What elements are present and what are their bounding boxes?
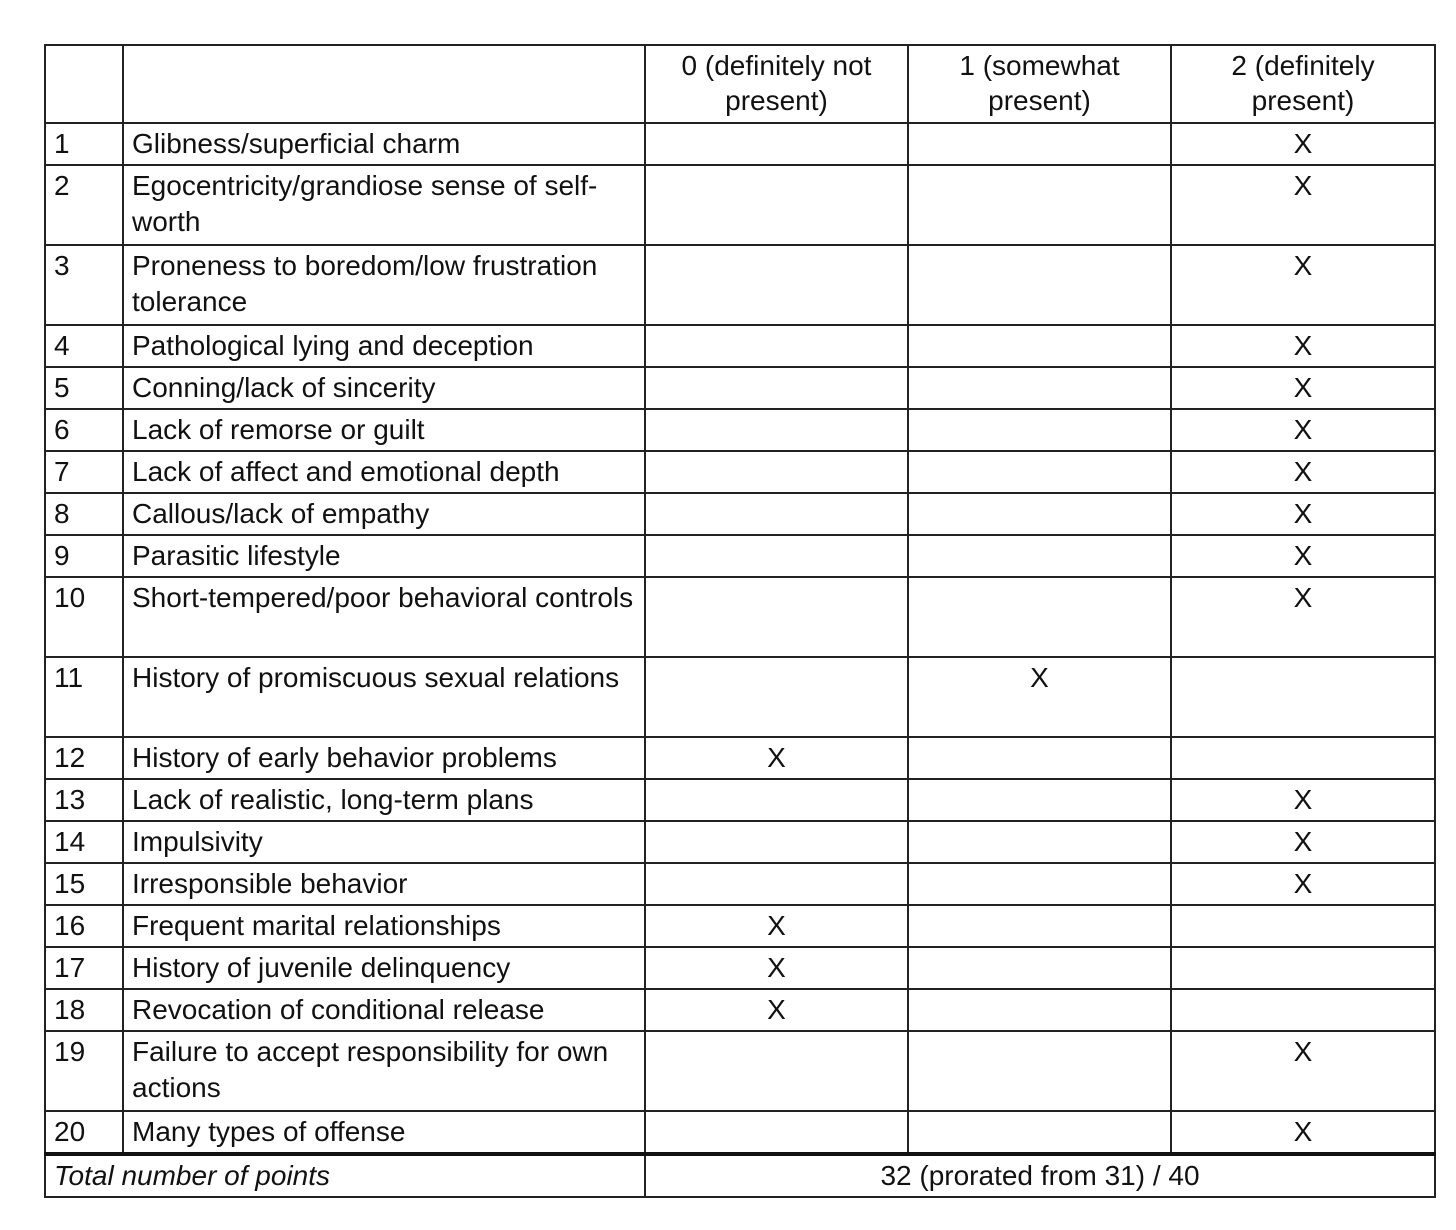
score-mark: X [1293, 372, 1313, 403]
item-label: History of promiscuous sexual relations [123, 657, 645, 737]
score-mark: X [1293, 1036, 1313, 1067]
item-number: 3 [45, 245, 123, 325]
score-cell-0 [645, 245, 908, 325]
score-cell-1 [908, 577, 1171, 657]
score-cell-0 [645, 947, 908, 989]
item-number: 2 [45, 165, 123, 245]
item-label: Parasitic lifestyle [123, 535, 645, 577]
score-cell-1 [908, 989, 1171, 1031]
score-cell-0 [645, 451, 908, 493]
item-number: 20 [45, 1111, 123, 1154]
score-cell-2 [1171, 367, 1435, 409]
item-number: 16 [45, 905, 123, 947]
score-cell-2 [1171, 577, 1435, 657]
item-number: 10 [45, 577, 123, 657]
score-mark: X [767, 994, 786, 1025]
item-label: Revocation of conditional release [123, 989, 645, 1031]
score-cell-0 [645, 737, 908, 779]
score-cell-2 [1171, 947, 1435, 989]
score-cell-2 [1171, 863, 1435, 905]
score-cell-1 [908, 657, 1171, 737]
score-cell-0 [645, 123, 908, 165]
item-number: 1 [45, 123, 123, 165]
score-mark: X [1293, 330, 1313, 361]
table-row [45, 451, 1435, 493]
item-number: 18 [45, 989, 123, 1031]
table-row [45, 123, 1435, 165]
table-row [45, 367, 1435, 409]
score-cell-0 [645, 409, 908, 451]
table-row [45, 493, 1435, 535]
score-cell-0 [645, 577, 908, 657]
table-row [45, 863, 1435, 905]
table-row [45, 989, 1435, 1031]
score-cell-2 [1171, 493, 1435, 535]
item-label: Failure to accept responsibility for own actions [123, 1031, 645, 1111]
score-mark: X [767, 952, 786, 983]
item-label: Lack of remorse or guilt [123, 409, 645, 451]
item-number: 14 [45, 821, 123, 863]
table-row [45, 1031, 1435, 1111]
score-cell-2 [1171, 245, 1435, 325]
table-row [45, 905, 1435, 947]
score-cell-2 [1171, 1031, 1435, 1111]
header-item [123, 45, 645, 123]
table-row [45, 325, 1435, 367]
item-number: 6 [45, 409, 123, 451]
score-cell-2 [1171, 1111, 1435, 1154]
score-cell-0 [645, 535, 908, 577]
score-cell-0 [645, 989, 908, 1031]
score-mark: X [1293, 414, 1313, 445]
score-mark: X [1293, 250, 1313, 281]
item-number: 8 [45, 493, 123, 535]
item-label: Pathological lying and deception [123, 325, 645, 367]
score-cell-1 [908, 863, 1171, 905]
item-number: 5 [45, 367, 123, 409]
score-cell-2 [1171, 535, 1435, 577]
score-cell-0 [645, 367, 908, 409]
score-cell-0 [645, 905, 908, 947]
score-cell-1 [908, 367, 1171, 409]
score-cell-1 [908, 779, 1171, 821]
psychopathy-checklist-table [44, 44, 1436, 1198]
table-row [45, 821, 1435, 863]
score-cell-0 [645, 1111, 908, 1154]
header-num [45, 45, 123, 123]
score-cell-1 [908, 451, 1171, 493]
item-label: Proneness to boredom/low frustration tolerance [123, 245, 645, 325]
score-cell-1 [908, 737, 1171, 779]
score-mark: X [1293, 170, 1313, 201]
score-cell-2 [1171, 737, 1435, 779]
item-label: Conning/lack of sincerity [123, 367, 645, 409]
table-row [45, 165, 1435, 245]
header-row [45, 45, 1435, 123]
table-row [45, 245, 1435, 325]
score-mark: X [1293, 826, 1313, 857]
score-mark: X [1030, 662, 1049, 693]
score-cell-2 [1171, 905, 1435, 947]
item-label: Egocentricity/grandiose sense of self-worth [123, 165, 645, 245]
item-label: Short-tempered/poor behavioral controls [123, 577, 645, 657]
score-cell-2 [1171, 165, 1435, 245]
score-cell-1 [908, 493, 1171, 535]
score-cell-2 [1171, 123, 1435, 165]
score-cell-2 [1171, 657, 1435, 737]
item-label: Many types of offense [123, 1111, 645, 1154]
item-label: Callous/lack of empathy [123, 493, 645, 535]
score-cell-0 [645, 165, 908, 245]
score-cell-1 [908, 1031, 1171, 1111]
score-cell-2 [1171, 821, 1435, 863]
table-row [45, 657, 1435, 737]
item-label: History of early behavior problems [123, 737, 645, 779]
score-mark: X [1293, 540, 1313, 571]
score-mark: X [1293, 1116, 1313, 1147]
score-cell-1 [908, 947, 1171, 989]
score-cell-1 [908, 325, 1171, 367]
score-cell-2 [1171, 989, 1435, 1031]
total-value: 32 (prorated from 31) / 40 [645, 1154, 1435, 1197]
total-label: Total number of points [45, 1154, 645, 1197]
score-mark: X [1293, 784, 1313, 815]
score-mark: X [767, 910, 786, 941]
score-cell-1 [908, 535, 1171, 577]
item-number: 9 [45, 535, 123, 577]
score-mark: X [767, 742, 786, 773]
score-cell-0 [645, 325, 908, 367]
table-row [45, 779, 1435, 821]
item-number: 12 [45, 737, 123, 779]
score-cell-2 [1171, 409, 1435, 451]
item-number: 17 [45, 947, 123, 989]
item-number: 7 [45, 451, 123, 493]
score-cell-0 [645, 1031, 908, 1111]
score-cell-0 [645, 493, 908, 535]
score-cell-0 [645, 821, 908, 863]
total-row [45, 1154, 1435, 1197]
item-label: Lack of realistic, long-term plans [123, 779, 645, 821]
score-cell-2 [1171, 325, 1435, 367]
score-cell-1 [908, 245, 1171, 325]
item-label: Frequent marital relationships [123, 905, 645, 947]
score-cell-2 [1171, 779, 1435, 821]
item-number: 19 [45, 1031, 123, 1111]
score-cell-1 [908, 821, 1171, 863]
header-score-2: 2 (definitely present) [1171, 45, 1435, 123]
score-cell-0 [645, 863, 908, 905]
table-row [45, 535, 1435, 577]
score-mark: X [1293, 128, 1313, 159]
score-cell-0 [645, 779, 908, 821]
score-cell-0 [645, 657, 908, 737]
item-number: 13 [45, 779, 123, 821]
score-cell-1 [908, 1111, 1171, 1154]
checklist-rows [45, 123, 1435, 1154]
item-label: Lack of affect and emotional depth [123, 451, 645, 493]
score-cell-1 [908, 123, 1171, 165]
score-mark: X [1293, 868, 1313, 899]
score-mark: X [1293, 498, 1313, 529]
score-cell-2 [1171, 451, 1435, 493]
item-label: Irresponsible behavior [123, 863, 645, 905]
table-row [45, 737, 1435, 779]
score-cell-1 [908, 165, 1171, 245]
item-number: 4 [45, 325, 123, 367]
item-label: Impulsivity [123, 821, 645, 863]
item-label: Glibness/superficial charm [123, 123, 645, 165]
score-cell-1 [908, 905, 1171, 947]
header-score-0: 0 (definitely not present) [645, 45, 908, 123]
table-row [45, 577, 1435, 657]
table-row [45, 409, 1435, 451]
score-mark: X [1293, 456, 1313, 487]
score-cell-1 [908, 409, 1171, 451]
item-label: History of juvenile delinquency [123, 947, 645, 989]
item-number: 15 [45, 863, 123, 905]
item-number: 11 [45, 657, 123, 737]
header-score-1: 1 (somewhat present) [908, 45, 1171, 123]
score-mark: X [1293, 582, 1313, 613]
table-row [45, 1111, 1435, 1154]
table-row [45, 947, 1435, 989]
